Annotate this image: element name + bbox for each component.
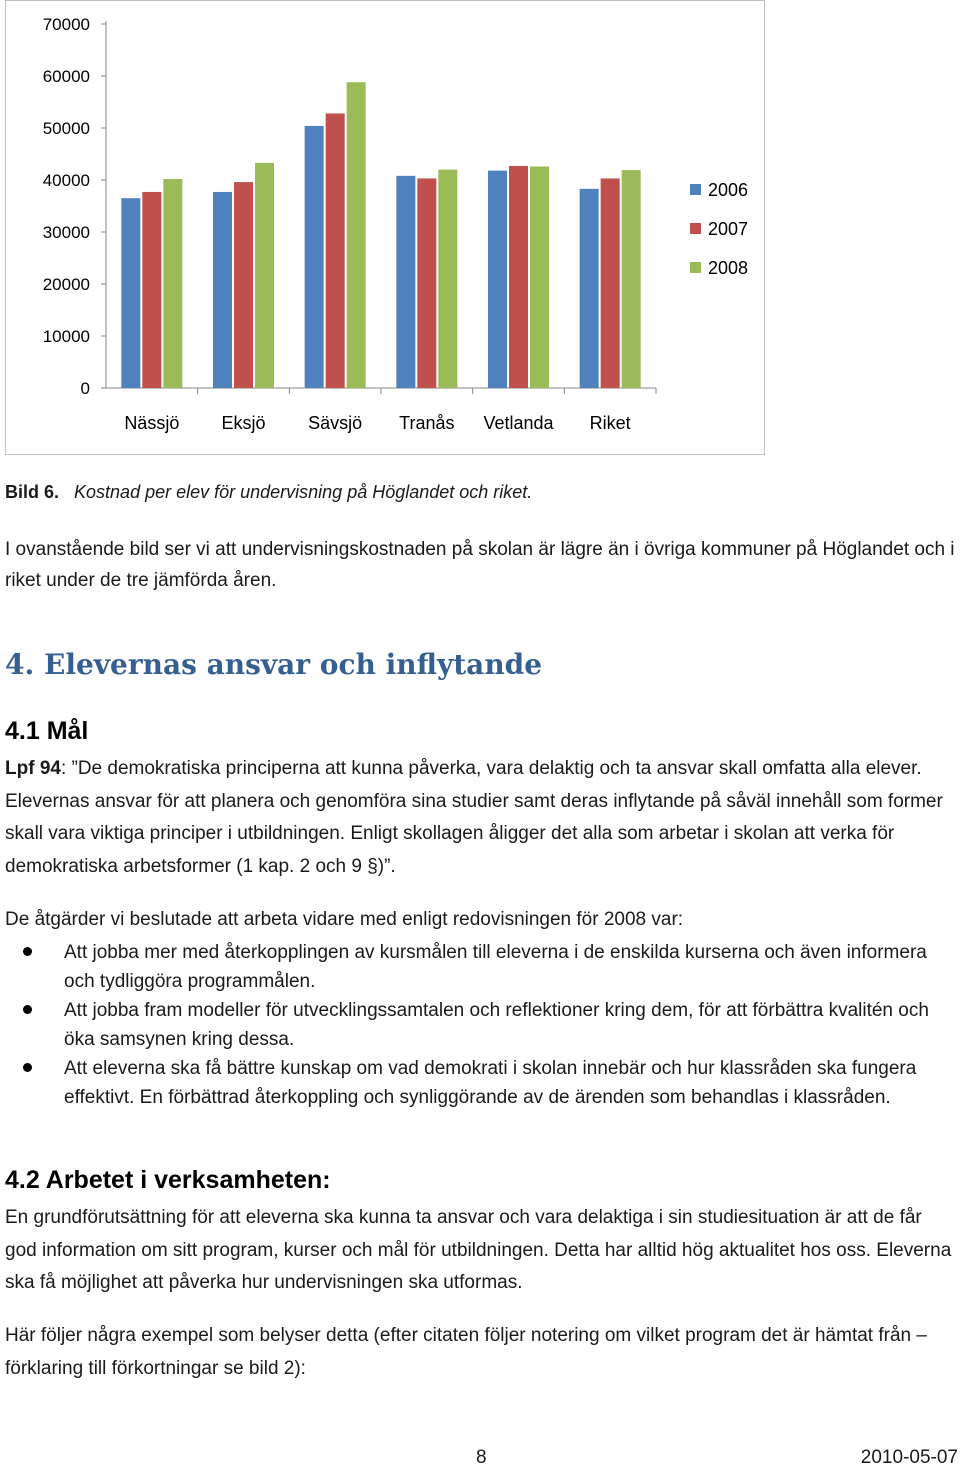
list-item [0,1054,960,1112]
x-tick-label: Tranås [399,413,455,433]
bar-2006-1 [213,192,232,388]
y-tick-label: 20000 [42,275,90,294]
legend-label: 2007 [708,219,749,239]
list-item-text: Att eleverna ska få bättre kunskap om vad demokrati i skolan innebär och hur klassråden ska fungera effektivt. En förbättrad återkoppling och synliggörande av de ärenden som behandlas i klassråden. [64,1058,917,1108]
bar-2008-1 [255,163,274,388]
bar-2006-4 [488,171,507,388]
lpf-label: Lpf 94 [5,758,61,779]
legend-swatch [690,223,701,234]
section-4-2-paragraph-1: En grundförutsättning för att eleverna ska kunna ta ansvar och vara delaktiga i sin studiesituation är att de får god information om sitt program, kurser och mål för utbildningen. Detta har alltid hög aktualitet hos oss. Eleverna ska få möjlighet att påverka hur undervisningen ska utformas. [5,1207,952,1293]
bar-2008-5 [622,170,641,388]
caption-label: Bild 6. [5,482,60,502]
list-item [0,996,960,1054]
chart-svg [6,1,766,456]
x-tick-label: Eksjö [221,413,266,433]
bullet-icon [23,947,32,956]
measures-list [0,938,960,1112]
legend-swatch [690,262,701,273]
bar-2006-0 [121,198,140,388]
y-tick-label: 0 [80,379,90,398]
bar-2007-2 [326,113,345,388]
legend-label: 2008 [708,258,749,278]
y-tick-label: 50000 [42,119,90,138]
figure-caption [5,482,532,503]
y-tick-label: 30000 [42,223,90,242]
x-tick-label: Vetlanda [483,413,554,433]
caption-text: Kostnad per elev för undervisning på Höglandet och riket. [74,482,533,502]
bar-2006-5 [580,189,599,388]
y-tick-label: 70000 [42,15,90,34]
y-tick-label: 10000 [42,327,90,346]
page-number: 8 [476,1447,487,1468]
section-4-2-paragraph-2: Här följer några exempel som belyser detta (efter citaten följer notering om vilket program det är hämtat från – förklaring till förkortningar se bild 2): [5,1325,927,1379]
section-4-heading: 4. Elevernas ansvar och inflytande [5,648,543,681]
section-4-2-heading: 4.2 Arbetet i verksamheten: [5,1166,331,1194]
legend-swatch [690,184,701,195]
y-tick-label: 60000 [42,67,90,86]
list-item-text: Att jobba mer med återkopplingen av kursmålen till eleverna i de enskilda kurserna och även informera och tydliggöra programmålen. [64,942,927,992]
x-tick-label: Nässjö [124,413,180,433]
measures-intro: De åtgärder vi beslutade att arbeta vidare med enligt redovisningen för 2008 var: [5,909,684,930]
bar-2007-5 [601,178,620,388]
x-tick-label: Sävsjö [308,413,363,433]
legend-label: 2006 [708,180,749,200]
bar-2007-0 [142,192,161,388]
section-4-1-heading: 4.1 Mål [5,717,89,745]
x-tick-label: Riket [589,413,631,433]
bar-2007-4 [509,166,528,388]
bar-2006-2 [305,126,324,388]
y-tick-label: 40000 [42,171,90,190]
bar-2008-3 [438,170,457,388]
bar-2007-1 [234,182,253,388]
footer-date: 2010-05-07 [860,1447,958,1468]
bullet-icon [23,1063,32,1072]
bar-chart [5,0,765,455]
bar-2008-2 [347,82,366,388]
lpf-quote: : ”De demokratiska principerna att kunna påverka, vara delaktig och ta ansvar skall omfatta alla elever. Elevernas ansvar för att planera och genomföra sina studier samt deras inflytande på såväl innehåll som former skall vara viktiga principer i utbildningen. Enligt skollagen åligger det alla som arbetar i skolan att verka för demokratiska arbetsformer (1 kap. 2 och 9 §)”. [5,758,943,877]
bar-2008-4 [530,166,549,388]
bullet-icon [23,1005,32,1014]
list-item-text: Att jobba fram modeller för utvecklingssamtalen och reflektioner kring dem, för att förbättra kvalitén och öka samsynen kring dessa. [64,1000,929,1050]
lpf-paragraph [5,753,955,883]
bar-2006-3 [396,176,415,388]
bar-2008-0 [163,179,182,388]
bar-2007-3 [417,178,436,388]
list-item [0,938,960,996]
intro-paragraph: I ovanstående bild ser vi att undervisningskostnaden på skolan är lägre än i övriga kommuner på Höglandet och i riket under de tre jämförda åren. [5,539,955,591]
